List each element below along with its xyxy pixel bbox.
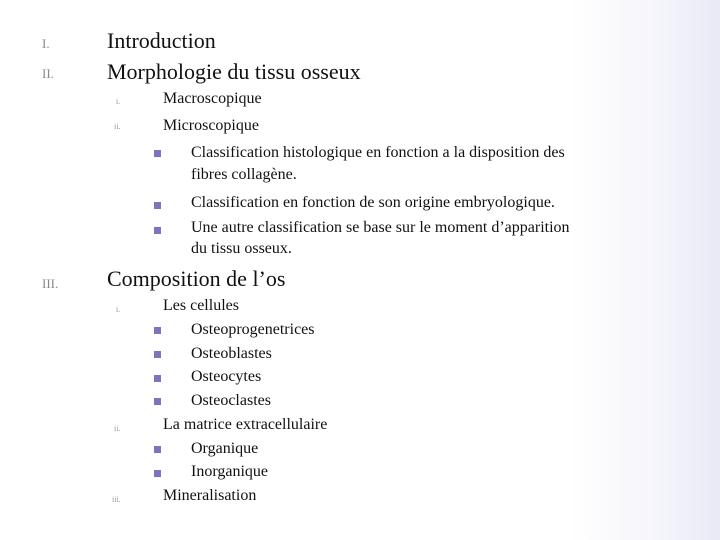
list-item: Osteoprogenetrices bbox=[191, 321, 315, 338]
section-3-title: Composition de l’os bbox=[107, 266, 286, 291]
list-item: Inorganique bbox=[191, 463, 269, 480]
bullet-square-icon bbox=[154, 446, 161, 453]
bullet-square-icon bbox=[154, 227, 161, 234]
section-3-sub-3-numeral: iii. bbox=[112, 495, 121, 504]
section-3-sub-1-text: Les cellules bbox=[163, 297, 239, 314]
section-2-bullet-1-line-1: Classification histologique en fonction a la disposition des bbox=[191, 144, 565, 161]
section-3-sub-1-numeral: i. bbox=[116, 305, 121, 314]
background-shade bbox=[570, 0, 720, 540]
section-2-bullet-1-line-2: fibres collagène. bbox=[191, 166, 297, 183]
section-2-sub-2-text: Microscopique bbox=[163, 117, 259, 134]
section-2-sub-2-numeral: ii. bbox=[114, 122, 121, 131]
list-item: Osteoclastes bbox=[191, 392, 271, 409]
list-item: Osteocytes bbox=[191, 368, 262, 385]
bullet-square-icon bbox=[154, 351, 161, 358]
section-2-sub-1-numeral: i. bbox=[116, 97, 121, 106]
section-3-sub-2-numeral: ii. bbox=[114, 424, 121, 433]
section-2-sub-1-text: Macroscopique bbox=[163, 90, 262, 107]
section-2-title: Morphologie du tissu osseux bbox=[107, 59, 361, 84]
bullet-square-icon bbox=[154, 327, 161, 334]
section-1-numeral: I. bbox=[42, 36, 50, 51]
bullet-square-icon bbox=[154, 470, 161, 477]
list-item: Organique bbox=[191, 440, 259, 457]
section-3-numeral: III. bbox=[42, 276, 59, 291]
bullet-square-icon bbox=[154, 375, 161, 382]
bullet-square-icon bbox=[154, 150, 161, 157]
section-2-numeral: II. bbox=[42, 66, 54, 81]
list-item: Osteoblastes bbox=[191, 345, 272, 362]
section-2-bullet-3-line-2: du tissu osseux. bbox=[191, 240, 292, 257]
section-2-bullet-3-line-1: Une autre classification se base sur le moment d’apparition bbox=[191, 219, 570, 236]
section-1-title: Introduction bbox=[107, 28, 216, 53]
bullet-square-icon bbox=[154, 398, 161, 405]
bullet-square-icon bbox=[154, 202, 161, 209]
section-2-bullet-2: Classification en fonction de son origine embryologique. bbox=[191, 194, 555, 211]
section-3-sub-2-text: La matrice extracellulaire bbox=[163, 416, 328, 433]
section-3-sub-3-text: Mineralisation bbox=[163, 487, 257, 504]
